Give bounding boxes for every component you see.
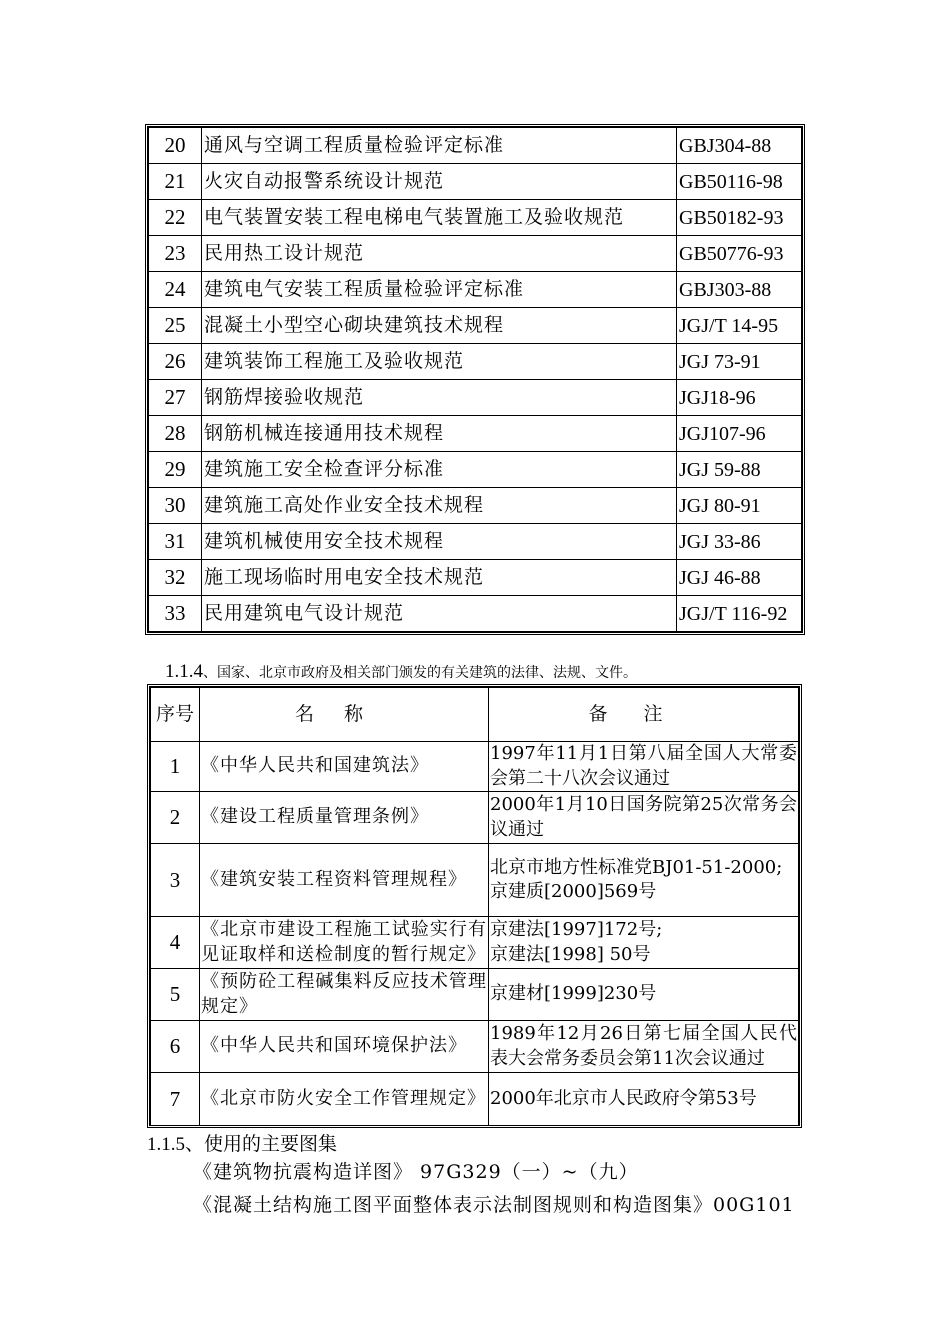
standard-code: JGJ 46-88 (677, 560, 802, 596)
row-number: 28 (149, 416, 202, 452)
table-row (149, 236, 802, 272)
table-row (149, 308, 802, 344)
standard-name: 建筑施工安全检查评分标准 (202, 452, 677, 488)
standard-code: GB50116-98 (677, 164, 802, 200)
document-remark (489, 969, 799, 1021)
table-row (149, 164, 802, 200)
document-remark (489, 792, 799, 844)
laws-table-body (151, 742, 799, 1126)
row-number: 27 (149, 380, 202, 416)
standard-name: 建筑装饰工程施工及验收规范 (202, 344, 677, 380)
table-row (149, 128, 802, 164)
document-name: 《建设工程质量管理条例》 (200, 792, 489, 844)
table-row (149, 452, 802, 488)
standard-code: JGJ/T 14-95 (677, 308, 802, 344)
row-number: 3 (151, 844, 200, 917)
section-1-1-4-heading (165, 661, 637, 683)
table-row (149, 380, 802, 416)
row-number: 2 (151, 792, 200, 844)
atlas-item: 《混凝土结构施工图平面整体表示法制图规则和构造图集》00G101 (193, 1194, 795, 1216)
standards-table-body (149, 128, 802, 632)
standard-code: GB50776-93 (677, 236, 802, 272)
table-row (151, 792, 799, 844)
remark-line: 1997年11月1日第八届全国人大常委会第二十八次会议通过 (490, 743, 797, 789)
standard-name: 通风与空调工程质量检验评定标准 (202, 128, 677, 164)
row-number: 24 (149, 272, 202, 308)
laws-table-header-row (151, 688, 799, 742)
standard-name: 建筑机械使用安全技术规程 (202, 524, 677, 560)
row-number: 7 (151, 1073, 200, 1126)
standard-name: 电气装置安装工程电梯电气装置施工及验收规范 (202, 200, 677, 236)
section-number: 1.1.5 (147, 1134, 185, 1155)
remark-line: 京建材[1999]230号 (490, 983, 657, 1005)
document-remark (489, 1021, 799, 1073)
table-row (151, 742, 799, 792)
table-row (149, 200, 802, 236)
standard-code: JGJ 73-91 (677, 344, 802, 380)
table-row (151, 969, 799, 1021)
standard-code: GBJ304-88 (677, 128, 802, 164)
standard-code: JGJ 80-91 (677, 488, 802, 524)
laws-table (147, 684, 802, 1128)
header-name (200, 688, 489, 742)
section-number: 1.1.4 (165, 661, 203, 682)
table-row (149, 272, 802, 308)
document-name: 《中华人民共和国环境保护法》 (200, 1021, 489, 1073)
row-number: 20 (149, 128, 202, 164)
standard-name: 建筑施工高处作业安全技术规程 (202, 488, 677, 524)
table-row (149, 344, 802, 380)
standard-name: 火灾自动报警系统设计规范 (202, 164, 677, 200)
remark-line: 北京市地方性标准党BJ01-51-2000; (490, 856, 783, 878)
standard-code: JGJ 33-86 (677, 524, 802, 560)
standard-name: 建筑电气安装工程质量检验评定标准 (202, 272, 677, 308)
document-remark (489, 742, 799, 792)
row-number: 33 (149, 596, 202, 632)
table-row (149, 560, 802, 596)
standard-code: JGJ 59-88 (677, 452, 802, 488)
row-number: 29 (149, 452, 202, 488)
section-text: 、使用的主要图集 (185, 1133, 338, 1155)
table-row (151, 1073, 799, 1126)
remark-line: 2000年北京市人民政府令第53号 (490, 1087, 757, 1109)
standard-name: 民用建筑电气设计规范 (202, 596, 677, 632)
row-number: 1 (151, 742, 200, 792)
document-remark (489, 844, 799, 917)
document-name: 《北京市建设工程施工试验实行有见证取样和送检制度的暂行规定》 (200, 917, 489, 969)
table-row (151, 844, 799, 917)
row-number: 31 (149, 524, 202, 560)
row-number: 21 (149, 164, 202, 200)
standard-code: JGJ18-96 (677, 380, 802, 416)
standard-code: GBJ303-88 (677, 272, 802, 308)
header-remark-text: 备注 (588, 702, 699, 725)
standard-code: GB50182-93 (677, 200, 802, 236)
remark-line: 京建质[2000]569号 (490, 881, 657, 902)
atlas-item: 《建筑物抗震构造详图》 97G329（一）~（九） (193, 1161, 639, 1183)
standard-code: JGJ107-96 (677, 416, 802, 452)
row-number: 30 (149, 488, 202, 524)
document-name: 《建筑安装工程资料管理规程》 (200, 844, 489, 917)
remark-line: 京建法[1997]172号; (490, 919, 663, 941)
document-name: 《北京市防火安全工作管理规定》 (200, 1073, 489, 1126)
row-number: 23 (149, 236, 202, 272)
header-remark (489, 688, 799, 742)
standard-name: 钢筋焊接验收规范 (202, 380, 677, 416)
row-number: 25 (149, 308, 202, 344)
standard-code: JGJ/T 116-92 (677, 596, 802, 632)
remark-line: 京建法[1998] 50号 (490, 943, 651, 965)
table-row (151, 917, 799, 969)
header-name-text: 名称 (294, 702, 393, 725)
table-row (151, 1021, 799, 1073)
remark-line: 1989年12月26日第七届全国人民代表大会常务委员会第11次会议通过 (490, 1023, 797, 1069)
standards-table (145, 124, 805, 635)
header-no: 序号 (151, 688, 200, 742)
table-row (149, 524, 802, 560)
standard-name: 民用热工设计规范 (202, 236, 677, 272)
standard-name: 钢筋机械连接通用技术规程 (202, 416, 677, 452)
row-number: 32 (149, 560, 202, 596)
table-row (149, 416, 802, 452)
document-name: 《预防砼工程碱集料反应技术管理规定》 (200, 969, 489, 1021)
row-number: 4 (151, 917, 200, 969)
section-1-1-5-heading (147, 1129, 337, 1156)
document-remark (489, 1073, 799, 1126)
row-number: 26 (149, 344, 202, 380)
row-number: 5 (151, 969, 200, 1021)
remark-line: 2000年1月10日国务院第25次常务会议通过 (490, 794, 797, 840)
row-number: 22 (149, 200, 202, 236)
table-row (149, 488, 802, 524)
standard-name: 混凝土小型空心砌块建筑技术规程 (202, 308, 677, 344)
section-text: 、国家、北京市政府及相关部门颁发的有关建筑的法律、法规、文件。 (203, 665, 637, 681)
table-row (149, 596, 802, 632)
document-name: 《中华人民共和国建筑法》 (200, 742, 489, 792)
row-number: 6 (151, 1021, 200, 1073)
document-remark (489, 917, 799, 969)
standard-name: 施工现场临时用电安全技术规范 (202, 560, 677, 596)
